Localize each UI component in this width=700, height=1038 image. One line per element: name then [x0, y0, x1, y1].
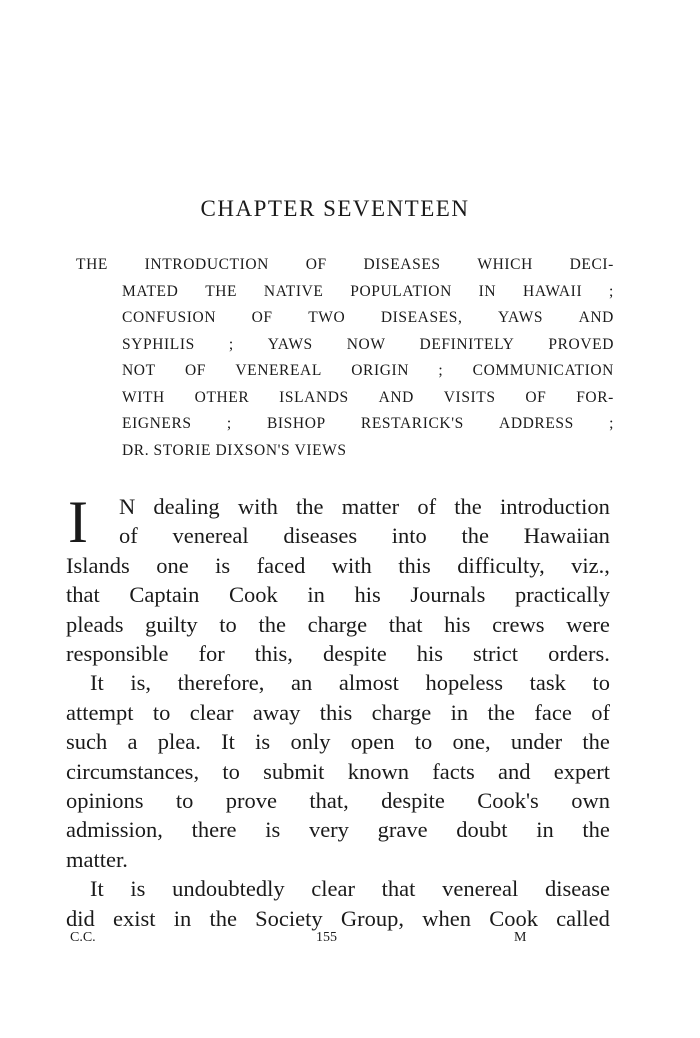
chapter-title: CHAPTER SEVENTEEN [200, 196, 470, 221]
body-line: attempt to clear away this charge in the face of [66, 699, 610, 725]
body-line: opinions to prove that, despite Cook's own [66, 788, 610, 814]
gathering-mark: M [514, 930, 527, 945]
summary-line: EIGNERS ; BISHOP RESTARICK'S ADDRESS ; [122, 415, 614, 432]
body-line: N dealing with the matter of the introduction [119, 494, 610, 519]
body-line: It is, therefore, an almost hopeless task to [90, 670, 610, 696]
body-line: circumstances, to submit known facts and expert [66, 758, 610, 784]
summary-line: NOT OF VENEREAL ORIGIN ; COMMUNICATION [122, 362, 614, 379]
summary-line: DR. STORIE DIXSON'S VIEWS [122, 441, 347, 459]
summary-line: WITH OTHER ISLANDS AND VISITS OF FOR- [122, 388, 614, 406]
summary-line: SYPHILIS ; YAWS NOW DEFINITELY PROVED [122, 335, 614, 353]
body-line: that Captain Cook in his Journals practically [66, 582, 610, 608]
chapter-summary [76, 252, 614, 464]
body-text [66, 489, 610, 933]
drop-cap: I [68, 489, 88, 555]
body-line: of venereal diseases into the Hawaiian [119, 523, 610, 549]
summary-line: THE INTRODUCTION OF DISEASES WHICH DECI- [76, 256, 614, 273]
summary-line: CONFUSION OF TWO DISEASES, YAWS AND [122, 309, 614, 326]
body-line: did exist in the Society Group, when Cook called [66, 905, 610, 931]
body-line: admission, there is very grave doubt in the [66, 817, 610, 843]
body-line: responsible for this, despite his strict orders. [66, 641, 610, 667]
signature-mark: C.C. [70, 930, 96, 945]
body-line: pleads guilty to the charge that his crews were [66, 611, 610, 637]
body-line: such a plea. It is only open to one, under the [66, 729, 610, 755]
summary-line: MATED THE NATIVE POPULATION IN HAWAII ; [122, 282, 614, 300]
body-line: matter. [66, 846, 128, 872]
body-line: Islands one is faced with this difficulty, viz., [66, 552, 610, 578]
body-line: It is undoubtedly clear that venereal disease [90, 876, 610, 902]
page-number: 155 [316, 930, 337, 945]
